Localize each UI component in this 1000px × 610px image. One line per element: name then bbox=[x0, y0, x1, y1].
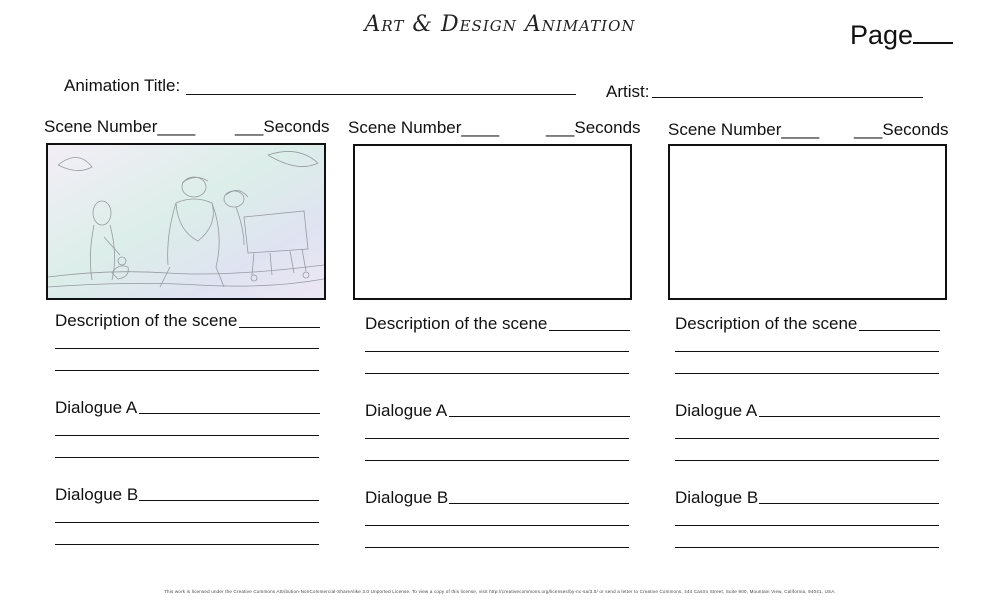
description-line[interactable] bbox=[549, 330, 630, 331]
dialogue-a-line[interactable] bbox=[55, 457, 319, 458]
dialogue-a-line[interactable] bbox=[449, 416, 630, 417]
scene-frame[interactable] bbox=[668, 144, 947, 300]
animation-title-field[interactable] bbox=[64, 76, 180, 96]
page-number-blank[interactable] bbox=[913, 20, 953, 44]
dialogue-b-label: Dialogue B bbox=[675, 488, 759, 507]
description-line[interactable] bbox=[365, 351, 629, 352]
dialogue-a-line[interactable] bbox=[365, 460, 629, 461]
dialogue-b-line[interactable] bbox=[365, 547, 629, 548]
description-line[interactable] bbox=[365, 373, 629, 374]
artist-line[interactable] bbox=[652, 97, 923, 98]
scene-frame[interactable] bbox=[353, 144, 632, 300]
seconds-field[interactable] bbox=[235, 117, 330, 137]
dialogue-a-line[interactable] bbox=[139, 413, 320, 414]
dialogue-a-label: Dialogue A bbox=[365, 401, 448, 420]
dialogue-b-line[interactable] bbox=[759, 503, 939, 504]
seconds-label: ___Seconds bbox=[854, 120, 949, 139]
dialogue-b-label: Dialogue B bbox=[55, 485, 139, 504]
dialogue-b-line[interactable] bbox=[675, 525, 939, 526]
animation-title-line[interactable] bbox=[186, 94, 576, 95]
dialogue-b-line[interactable] bbox=[449, 503, 629, 504]
scene-number-label: Scene Number____ bbox=[44, 117, 196, 136]
sheet-title: Art & Design Animation bbox=[364, 12, 636, 37]
description-line[interactable] bbox=[239, 327, 320, 328]
dialogue-a-line[interactable] bbox=[55, 435, 319, 436]
scene-number-field[interactable] bbox=[44, 117, 195, 137]
description-line[interactable] bbox=[859, 330, 940, 331]
scene-sketch-image bbox=[48, 145, 324, 298]
seconds-field[interactable] bbox=[854, 120, 949, 140]
page-number-field[interactable] bbox=[850, 20, 953, 51]
description-label: Description of the scene bbox=[365, 314, 548, 333]
artist-label: Artist: bbox=[606, 82, 650, 101]
dialogue-a-line[interactable] bbox=[365, 438, 629, 439]
description-line[interactable] bbox=[55, 370, 319, 371]
description-line[interactable] bbox=[675, 351, 939, 352]
scene-frame[interactable] bbox=[46, 143, 326, 300]
dialogue-b-line[interactable] bbox=[675, 547, 939, 548]
seconds-field[interactable] bbox=[546, 118, 641, 138]
license-notice: This work is licensed under the Creative Commons Attribution-NonCommercial-ShareAlike 3.0 Unported License. To view a copy of this license, visit http://creativecommons.org/licenses/by-nc-sa/3.0/ or send a letter to Creative Commons, 444 Castro Street, Suite 900, Mountain View, California, 94041, USA. bbox=[164, 589, 836, 594]
dialogue-a-line[interactable] bbox=[675, 438, 939, 439]
description-line[interactable] bbox=[675, 373, 939, 374]
dialogue-a-label: Dialogue A bbox=[55, 398, 138, 417]
seconds-label: ___Seconds bbox=[546, 118, 641, 137]
dialogue-b-label: Dialogue B bbox=[365, 488, 449, 507]
dialogue-b-line[interactable] bbox=[139, 500, 319, 501]
artist-field[interactable] bbox=[606, 82, 649, 102]
scene-number-label: Scene Number____ bbox=[668, 120, 820, 139]
dialogue-b-line[interactable] bbox=[55, 522, 319, 523]
seconds-label: ___Seconds bbox=[235, 117, 330, 136]
description-label: Description of the scene bbox=[675, 314, 858, 333]
scene-number-field[interactable] bbox=[668, 120, 819, 140]
dialogue-a-line[interactable] bbox=[675, 460, 939, 461]
description-line[interactable] bbox=[55, 348, 319, 349]
animation-title-label: Animation Title: bbox=[64, 76, 181, 95]
scene-number-field[interactable] bbox=[348, 118, 499, 138]
page-label: Page bbox=[850, 20, 914, 50]
dialogue-a-line[interactable] bbox=[759, 416, 940, 417]
dialogue-b-line[interactable] bbox=[55, 544, 319, 545]
dialogue-b-line[interactable] bbox=[365, 525, 629, 526]
dialogue-a-label: Dialogue A bbox=[675, 401, 758, 420]
description-label: Description of the scene bbox=[55, 311, 238, 330]
scene-number-label: Scene Number____ bbox=[348, 118, 500, 137]
